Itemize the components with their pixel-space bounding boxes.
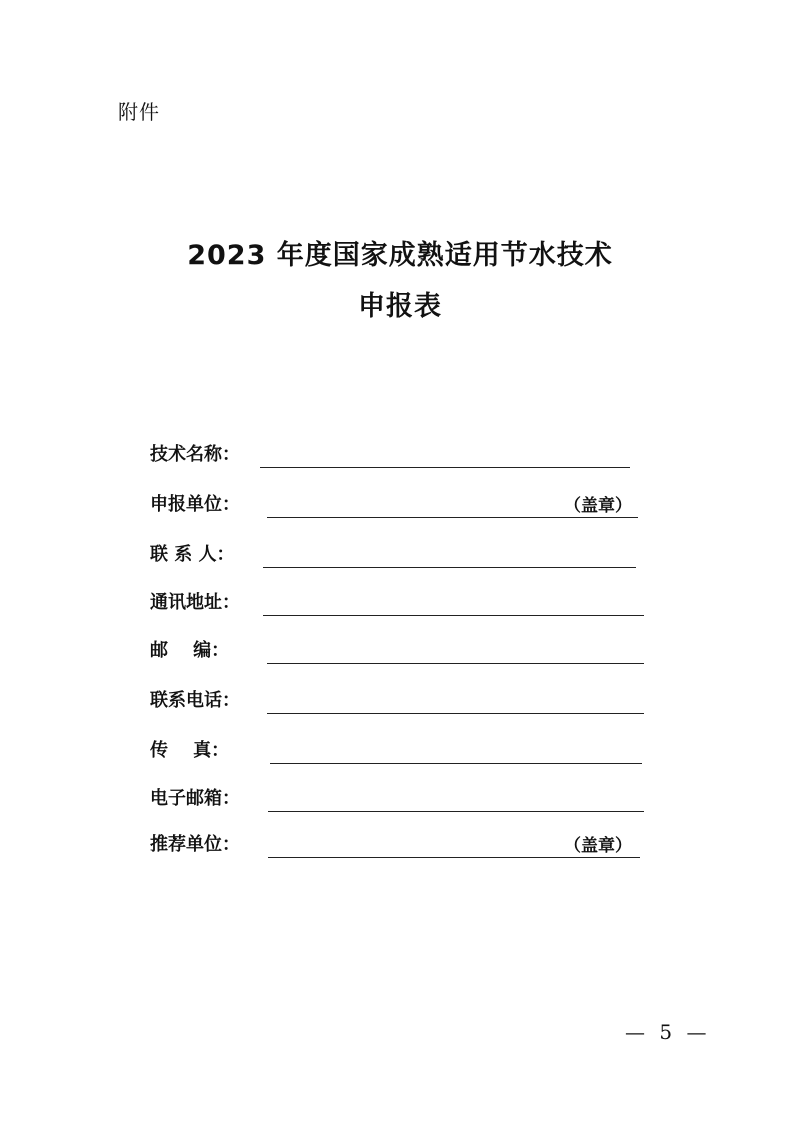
field-label: 邮 编： <box>150 640 230 661</box>
field-label: 申报单位： <box>150 494 240 515</box>
stamp-note: （盖章） <box>564 496 632 516</box>
page-number: — 5 — <box>625 1020 711 1044</box>
form-field-postal-code <box>150 636 650 666</box>
attachment-label: 附件 <box>118 100 160 124</box>
blank-line <box>268 857 640 858</box>
field-label: 联 系 人： <box>150 544 235 565</box>
blank-line <box>260 467 630 468</box>
field-label: 电子邮箱： <box>150 788 240 809</box>
page-subtitle: 申报表 <box>358 291 442 322</box>
form-field-tech-name <box>150 440 650 470</box>
field-label: 技术名称： <box>150 444 240 465</box>
form-field-phone <box>150 686 650 716</box>
stamp-note: （盖章） <box>564 836 632 856</box>
form-field-applicant-unit <box>150 490 650 520</box>
blank-line <box>268 811 644 812</box>
field-label: 通讯地址： <box>150 592 240 613</box>
blank-line <box>263 615 644 616</box>
blank-line <box>267 663 644 664</box>
form-field-recommending-unit <box>150 830 650 860</box>
page-title: 2023 年度国家成熟适用节水技术 <box>187 240 613 271</box>
field-label: 推荐单位： <box>150 834 240 855</box>
blank-line <box>267 517 638 518</box>
blank-line <box>267 713 644 714</box>
field-label: 传 真： <box>150 740 230 761</box>
blank-line <box>263 567 636 568</box>
form-field-mailing-address <box>150 588 650 618</box>
form-field-email <box>150 784 650 814</box>
field-label: 联系电话： <box>150 690 240 711</box>
form-field-fax <box>150 736 650 766</box>
form-field-contact-person <box>150 540 650 570</box>
blank-line <box>270 763 642 764</box>
